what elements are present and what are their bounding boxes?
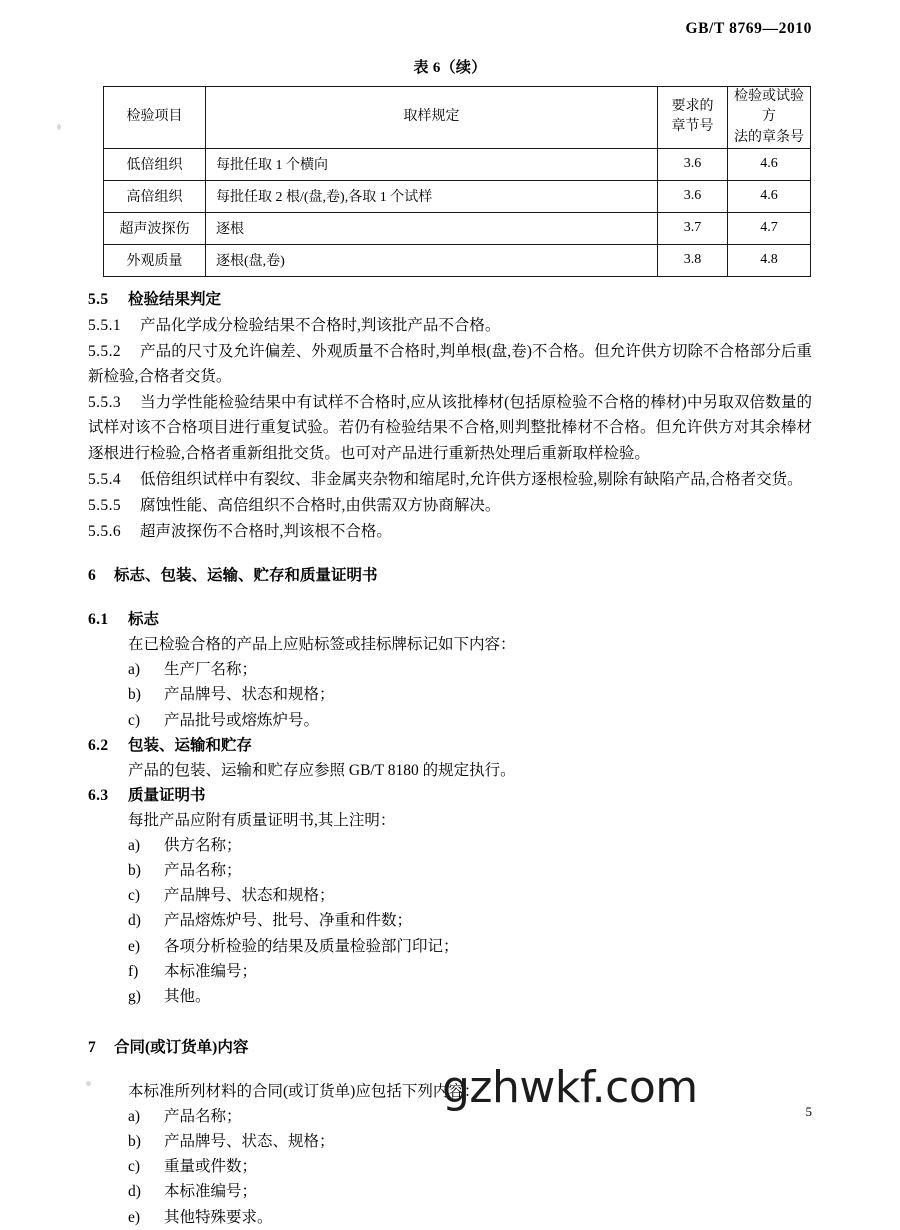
spacer xyxy=(88,588,812,607)
column-header-requirement-clause xyxy=(658,87,728,149)
heading-6-2 xyxy=(88,733,812,758)
spacer xyxy=(88,544,812,563)
heading-6-2-title: 包装、运输和贮存 xyxy=(128,736,253,754)
column-header-inspection-item: 检验项目 xyxy=(104,87,206,149)
list-item-text: 产品熔炼炉号、批号、净重和件数； xyxy=(164,912,413,930)
list-item-marker: c) xyxy=(128,887,141,905)
list-item-text: 生产厂名称； xyxy=(164,661,258,679)
column-header-requirement-clause-line2: 章节号 xyxy=(671,119,714,135)
page-content xyxy=(88,56,812,1230)
heading-5-5-title: 检验结果判定 xyxy=(128,290,222,308)
clause-5-5-6-number: 5.5.6 xyxy=(88,522,121,540)
heading-6-3-title: 质量证明书 xyxy=(128,786,206,804)
list-item-marker: e) xyxy=(128,937,141,955)
cell-inspection-item: 超声波探伤 xyxy=(104,212,206,244)
clause-5-5-5-number: 5.5.5 xyxy=(88,496,121,514)
clause-5-5-3 xyxy=(88,390,812,465)
heading-section-6-number: 6 xyxy=(88,566,97,584)
table-caption: 表 6（续） xyxy=(413,60,487,76)
list-item-marker: a) xyxy=(128,661,141,679)
column-header-sampling-rule: 取样规定 xyxy=(206,87,658,149)
list-item-text: 产品名称； xyxy=(164,1108,242,1126)
list-item-marker: b) xyxy=(128,862,141,880)
cell-inspection-item: 外观质量 xyxy=(104,244,206,276)
list-item-text: 其他特殊要求。 xyxy=(164,1208,273,1226)
list-item-text: 各项分析检验的结果及质量检验部门印记； xyxy=(164,937,459,955)
clause-5-5-4 xyxy=(88,467,812,492)
heading-section-6-title: 标志、包装、运输、贮存和质量证明书 xyxy=(114,566,378,584)
list-item xyxy=(128,1179,812,1204)
cell-sampling-rule: 逐根 xyxy=(206,212,658,244)
cell-sampling-rule: 每批任取 1 个横向 xyxy=(206,148,658,180)
heading-section-7-number: 7 xyxy=(88,1038,97,1056)
clause-5-5-3-text: 当力学性能检验结果中有试样不合格时,应从该批棒材(包括原检验不合格的棒材)中另取双倍数量的试样对该不合格项目进行重复试验。若仍有检验结果不合格,则判整批棒材不合格。但允许供方对其余棒材逐根进行检验,合格者重新组批交货。也可对产品进行重新热处理后重新取样检验。 xyxy=(88,394,812,462)
list-item xyxy=(128,984,812,1009)
paragraph-6-2-body: 产品的包装、运输和贮存应参照 GB/T 8180 的规定执行。 xyxy=(128,761,516,779)
cell-inspection-item: 低倍组织 xyxy=(104,148,206,180)
table-row xyxy=(104,212,811,244)
list-item-marker: d) xyxy=(128,1183,141,1201)
list-item-marker: f) xyxy=(128,962,139,980)
list-item xyxy=(128,1154,812,1179)
list-item-text: 产品牌号、状态和规格； xyxy=(164,686,335,704)
heading-5-5 xyxy=(88,287,812,312)
list-item-marker: b) xyxy=(128,1133,141,1151)
cell-requirement-clause: 3.6 xyxy=(658,148,728,180)
list-item-marker: d) xyxy=(128,912,141,930)
heading-section-7-title: 合同(或订货单)内容 xyxy=(114,1038,249,1056)
heading-6-3-number: 6.3 xyxy=(88,786,109,804)
column-header-requirement-clause-line1: 要求的 xyxy=(671,99,714,115)
site-watermark: gzhwkf.com xyxy=(442,1062,698,1113)
heading-6-1-title: 标志 xyxy=(128,611,160,629)
list-item-text: 供方名称； xyxy=(164,837,242,855)
list-item-text: 产品批号或熔炼炉号。 xyxy=(164,711,320,729)
table-row xyxy=(104,244,811,276)
list-item-text: 重量或件数； xyxy=(164,1158,258,1176)
column-header-test-method-clause xyxy=(728,87,811,149)
cell-test-method-clause: 4.6 xyxy=(728,180,811,212)
cell-sampling-rule: 逐根(盘,卷) xyxy=(206,244,658,276)
clause-5-5-6 xyxy=(88,519,812,544)
clause-5-5-4-number: 5.5.4 xyxy=(88,470,121,488)
clause-5-5-1-number: 5.5.1 xyxy=(88,317,121,334)
heading-5-5-number: 5.5 xyxy=(88,290,109,308)
list-item-text: 产品牌号、状态和规格； xyxy=(164,887,335,905)
running-header-standard-number: GB/T 8769—2010 xyxy=(685,20,812,37)
heading-section-6 xyxy=(88,563,812,588)
sampling-requirements-table xyxy=(103,86,811,277)
list-item-text: 本标准编号； xyxy=(164,962,258,980)
list-item xyxy=(128,1129,812,1154)
list-item xyxy=(128,682,812,707)
list-item xyxy=(128,1205,812,1230)
column-header-test-method-clause-line1: 检验或试验方 xyxy=(734,89,804,125)
list-6-1 xyxy=(88,657,812,732)
heading-section-7 xyxy=(88,1035,812,1060)
list-item xyxy=(128,833,812,858)
list-7 xyxy=(88,1104,812,1230)
list-item xyxy=(128,959,812,984)
list-item-marker: e) xyxy=(128,1208,141,1226)
clause-5-5-1-text: 产品化学成分检验结果不合格时,判该批产品不合格。 xyxy=(140,317,501,334)
clause-5-5-4-text: 低倍组织试样中有裂纹、非金属夹杂物和缩尾时,允许供方逐根检验,剔除有缺陷产品,合格者交货。 xyxy=(140,470,803,488)
list-item-text: 产品牌号、状态、规格； xyxy=(164,1133,335,1151)
clause-5-5-6-text: 超声波探伤不合格时,判该根不合格。 xyxy=(140,522,392,540)
clause-5-5-2 xyxy=(88,339,812,389)
list-item xyxy=(128,657,812,682)
heading-6-1-number: 6.1 xyxy=(88,611,109,629)
clause-5-5-2-text: 产品的尺寸及允许偏差、外观质量不合格时,判单根(盘,卷)不合格。但允许供方切除不合格部分后重新检验,合格者交货。 xyxy=(88,343,812,386)
list-item-text: 产品名称； xyxy=(164,862,242,880)
cell-test-method-clause: 4.7 xyxy=(728,212,811,244)
scan-speck xyxy=(57,124,61,130)
clause-5-5-5 xyxy=(88,493,812,518)
list-item xyxy=(128,908,812,933)
cell-requirement-clause: 3.6 xyxy=(658,180,728,212)
list-item xyxy=(128,858,812,883)
list-item-marker: c) xyxy=(128,1158,141,1176)
table-row xyxy=(104,148,811,180)
table-header-row xyxy=(104,87,811,149)
cell-inspection-item: 高倍组织 xyxy=(104,180,206,212)
spacer xyxy=(88,277,812,287)
paragraph-7-lead: 本标准所列材料的合同(或订货单)应包括下列内容： xyxy=(128,1082,480,1100)
column-header-test-method-clause-line2: 法的章条号 xyxy=(734,129,804,145)
clause-5-5-2-number: 5.5.2 xyxy=(88,343,121,361)
cell-sampling-rule: 每批任取 2 根/(盘,卷),各取 1 个试样 xyxy=(206,180,658,212)
list-item xyxy=(128,934,812,959)
cell-requirement-clause: 3.8 xyxy=(658,244,728,276)
paragraph-6-3-lead: 每批产品应附有质量证明书,其上注明： xyxy=(128,811,396,829)
list-item-marker: g) xyxy=(128,987,141,1005)
list-item-marker: a) xyxy=(128,1108,141,1126)
table-row xyxy=(104,180,811,212)
list-6-3 xyxy=(88,833,812,1009)
clause-5-5-1 xyxy=(88,313,812,338)
spacer xyxy=(88,1009,812,1035)
heading-6-3 xyxy=(88,783,812,808)
cell-test-method-clause: 4.8 xyxy=(728,244,811,276)
clause-5-5-3-number: 5.5.3 xyxy=(88,394,121,412)
cell-requirement-clause: 3.7 xyxy=(658,212,728,244)
list-item xyxy=(128,708,812,733)
table-body xyxy=(104,148,811,276)
paragraph-6-1-lead: 在已检验合格的产品上应贴标签或挂标牌标记如下内容： xyxy=(128,636,516,654)
cell-test-method-clause: 4.6 xyxy=(728,148,811,180)
list-item-marker: c) xyxy=(128,711,141,729)
list-item-text: 本标准编号； xyxy=(164,1183,258,1201)
list-item-text: 其他。 xyxy=(164,987,211,1005)
heading-6-1 xyxy=(88,607,812,632)
list-item xyxy=(128,883,812,908)
page-number: 5 xyxy=(805,1104,812,1119)
heading-6-2-number: 6.2 xyxy=(88,736,109,754)
list-item-marker: a) xyxy=(128,837,141,855)
list-item-marker: b) xyxy=(128,686,141,704)
clause-5-5-5-text: 腐蚀性能、高倍组织不合格时,由供需双方协商解决。 xyxy=(140,496,501,514)
